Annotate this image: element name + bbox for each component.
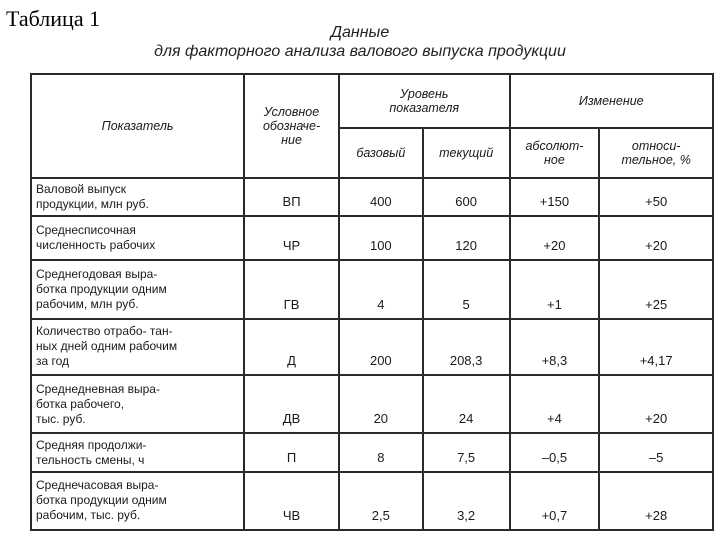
table-row [31,375,713,433]
table-row [31,178,713,216]
row-base-value: 4 [339,260,423,318]
row-symbol: ДВ [244,375,339,433]
row-relative-change: +4,17 [599,319,713,375]
row-base-value: 8 [339,433,423,471]
header-current: текущий [423,128,510,178]
row-indicator-name: Среднесписочная численность рабочих [31,216,244,260]
row-indicator-name: Среднедневная выра- ботка рабочего, тыс. руб. [31,375,244,433]
header-indicator: Показатель [31,74,244,178]
row-indicator-name: Среднечасовая выра- ботка продукции одним рабочим, тыс. руб. [31,472,244,530]
row-symbol: ВП [244,178,339,216]
row-current-value: 5 [423,260,510,318]
row-symbol: ЧВ [244,472,339,530]
table-title-line-1: Данные [330,24,390,41]
row-relative-change: +28 [599,472,713,530]
header-level: Уровень показателя [339,74,510,128]
row-symbol: Д [244,319,339,375]
table-title-line-2: для факторного анализа валового выпуска продукции [154,43,566,60]
row-current-value: 208,3 [423,319,510,375]
data-table-container [30,73,714,531]
row-current-value: 600 [423,178,510,216]
row-relative-change: +50 [599,178,713,216]
row-absolute-change: +20 [510,216,600,260]
row-symbol: ЧР [244,216,339,260]
row-base-value: 400 [339,178,423,216]
header-base: базовый [339,128,423,178]
row-absolute-change: +4 [510,375,600,433]
header-relative: относи- тельное, % [599,128,713,178]
row-absolute-change: +8,3 [510,319,600,375]
table-row [31,260,713,318]
row-indicator-name: Среднегодовая выра- ботка продукции одним рабочим, млн руб. [31,260,244,318]
table-row [31,319,713,375]
row-absolute-change: –0,5 [510,433,600,471]
table-label: Таблица 1 [6,6,101,31]
row-relative-change: –5 [599,433,713,471]
row-current-value: 120 [423,216,510,260]
row-current-value: 7,5 [423,433,510,471]
row-base-value: 2,5 [339,472,423,530]
row-current-value: 3,2 [423,472,510,530]
row-base-value: 100 [339,216,423,260]
row-indicator-name: Средняя продолжи- тельность смены, ч [31,433,244,471]
header-absolute: абсолют- ное [510,128,600,178]
row-symbol: ГВ [244,260,339,318]
header-symbol: Условное обозначе- ние [244,74,339,178]
row-current-value: 24 [423,375,510,433]
row-relative-change: +20 [599,375,713,433]
factor-analysis-table [30,73,714,531]
row-indicator-name: Количество отрабо- тан- ных дней одним рабочим за год [31,319,244,375]
row-absolute-change: +1 [510,260,600,318]
row-absolute-change: +150 [510,178,600,216]
row-absolute-change: +0,7 [510,472,600,530]
table-row [31,472,713,530]
row-base-value: 200 [339,319,423,375]
row-symbol: П [244,433,339,471]
table-row [31,216,713,260]
row-indicator-name: Валовой выпуск продукции, млн руб. [31,178,244,216]
row-relative-change: +20 [599,216,713,260]
row-relative-change: +25 [599,260,713,318]
header-change: Изменение [510,74,713,128]
table-row [31,433,713,471]
row-base-value: 20 [339,375,423,433]
